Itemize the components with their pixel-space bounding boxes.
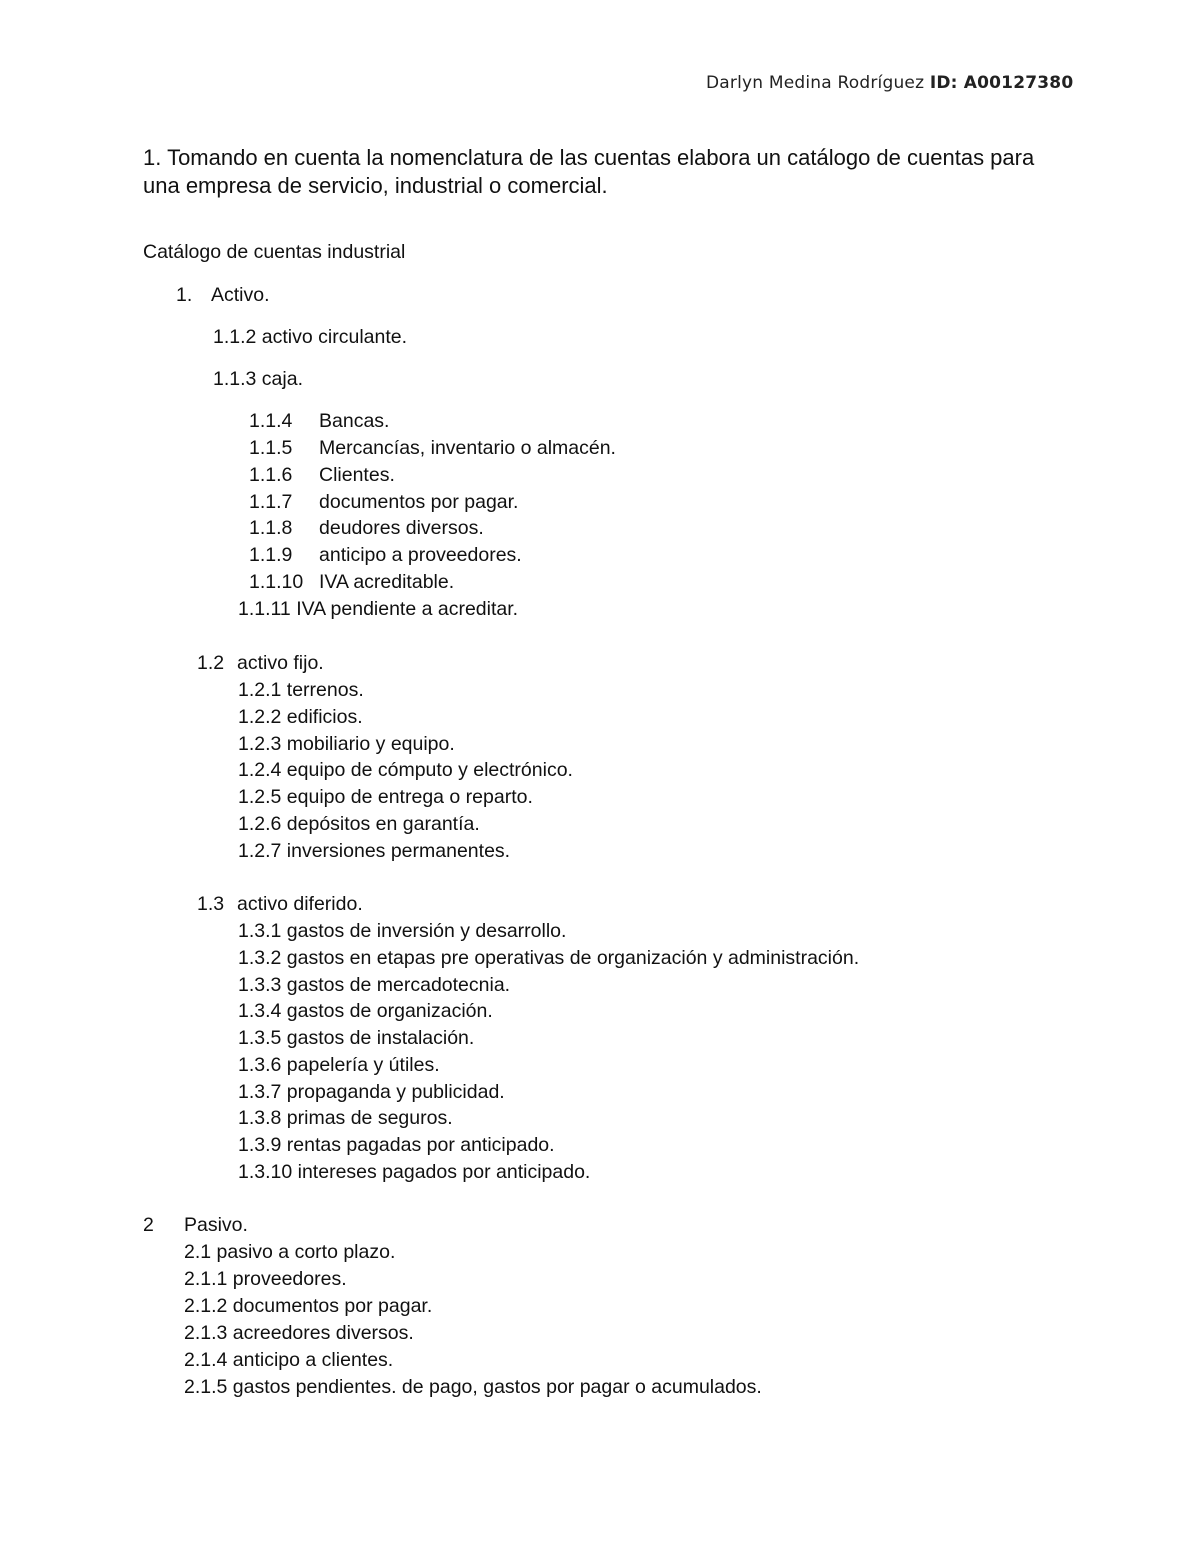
account-item: 1.1.9 anticipo a proveedores. bbox=[249, 544, 522, 566]
account-item: 1.3.7 propaganda y publicidad. bbox=[238, 1081, 505, 1103]
account-item: 2.1.3 acreedores diversos. bbox=[184, 1322, 414, 1344]
catalog-title: Catálogo de cuentas industrial bbox=[143, 241, 406, 263]
account-item: 1.2.5 equipo de entrega o reparto. bbox=[238, 786, 533, 808]
account-item: 1.1.5 Mercancías, inventario o almacén. bbox=[249, 437, 616, 459]
account-item: 1.2.1 terrenos. bbox=[238, 679, 364, 701]
section-number: 1. bbox=[176, 284, 193, 306]
account-item: 1.1.2 activo circulante. bbox=[213, 326, 408, 348]
account-item: 1.3.10 intereses pagados por anticipado. bbox=[238, 1161, 591, 1183]
page-header bbox=[706, 73, 1073, 93]
section-activo-fijo: 1.2 activo fijo. bbox=[197, 652, 324, 674]
section-activo bbox=[176, 283, 270, 307]
account-item: 2.1 pasivo a corto plazo. bbox=[184, 1241, 396, 1263]
author-name: Darlyn Medina Rodríguez bbox=[706, 73, 925, 93]
student-id: ID: A00127380 bbox=[929, 73, 1074, 93]
account-item: 1.3.4 gastos de organización. bbox=[238, 1000, 493, 1022]
account-item: 1.3.6 papelería y útiles. bbox=[238, 1054, 440, 1076]
account-item: 1.2.6 depósitos en garantía. bbox=[238, 813, 480, 835]
account-item: 1.1.6 Clientes. bbox=[249, 464, 395, 486]
section-pasivo: 2 Pasivo. bbox=[143, 1214, 248, 1236]
account-item: 1.3.9 rentas pagadas por anticipado. bbox=[238, 1134, 555, 1156]
account-item: 2.1.1 proveedores. bbox=[184, 1268, 347, 1290]
account-item: 1.1.3 caja. bbox=[213, 368, 303, 390]
account-item: 1.3.8 primas de seguros. bbox=[238, 1107, 453, 1129]
account-item: 2.1.4 anticipo a clientes. bbox=[184, 1349, 394, 1371]
account-item: 1.3.1 gastos de inversión y desarrollo. bbox=[238, 920, 567, 942]
account-item: 1.1.7 documentos por pagar. bbox=[249, 491, 519, 513]
account-item: 1.2.3 mobiliario y equipo. bbox=[238, 733, 455, 755]
section-activo-diferido: 1.3 activo diferido. bbox=[197, 893, 363, 915]
section-label: Activo. bbox=[211, 284, 270, 306]
account-item: 2.1.5 gastos pendientes. de pago, gastos por pagar o acumulados. bbox=[184, 1376, 762, 1398]
account-item: 1.3.2 gastos en etapas pre operativas de organización y administración. bbox=[238, 947, 860, 969]
account-item: 1.1.8 deudores diversos. bbox=[249, 517, 484, 539]
account-item: 1.2.4 equipo de cómputo y electrónico. bbox=[238, 759, 573, 781]
account-item: 1.1.11 IVA pendiente a acreditar. bbox=[238, 598, 519, 620]
account-item: 1.1.4 Bancas. bbox=[249, 410, 390, 432]
question-text: 1. Tomando en cuenta la nomenclatura de las cuentas elabora un catálogo de cuentas para una empresa de servicio, industrial o comercial. bbox=[143, 145, 1035, 198]
account-item: 1.2.2 edificios. bbox=[238, 706, 363, 728]
account-item: 1.1.10 IVA acreditable. bbox=[249, 571, 455, 593]
account-item: 1.3.3 gastos de mercadotecnia. bbox=[238, 974, 511, 996]
account-item: 2.1.2 documentos por pagar. bbox=[184, 1295, 433, 1317]
account-item: 1.3.5 gastos de instalación. bbox=[238, 1027, 475, 1049]
account-item: 1.2.7 inversiones permanentes. bbox=[238, 840, 511, 862]
